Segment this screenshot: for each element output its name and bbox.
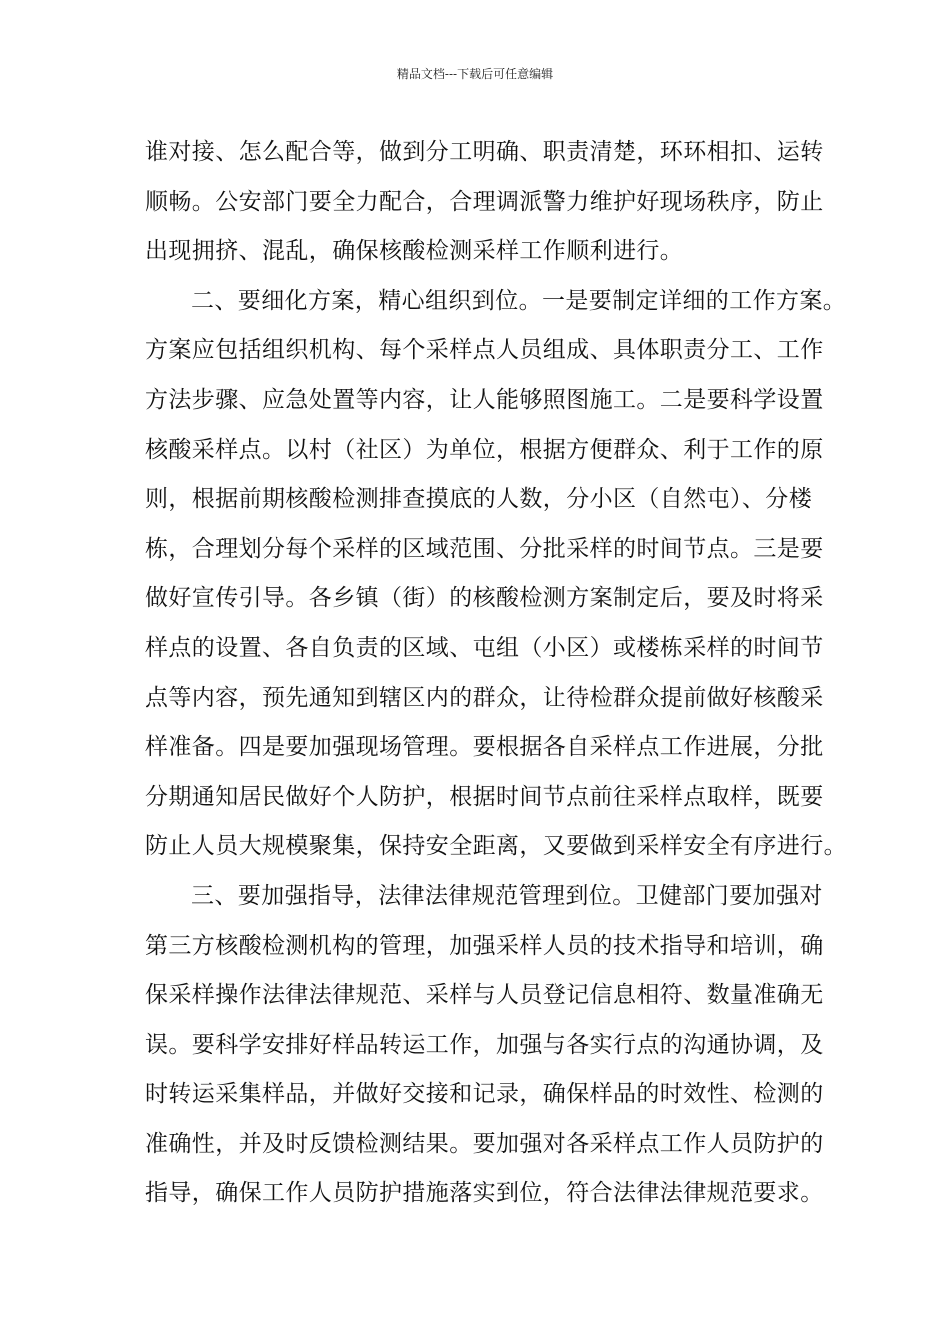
text-line: 指导，确保工作人员防护措施落实到位，符合法律法律规范要求。 — [145, 1180, 824, 1207]
text-line: 顺畅。公安部门要全力配合，合理调派警力维护好现场秩序，防止 — [145, 188, 824, 215]
text-line: 准确性，并及时反馈检测结果。要加强对各采样点工作人员防护的 — [145, 1130, 824, 1157]
text-line: 第三方核酸检测机构的管理，加强采样人员的技术指导和培训，确 — [145, 932, 824, 959]
text-line: 则，根据前期核酸检测排查摸底的人数，分小区（自然屯）、分楼 — [145, 486, 813, 513]
text-line: 误。要科学安排好样品转运工作，加强与各实行点的沟通协调，及 — [145, 1031, 824, 1058]
text-line: 样点的设置、各自负责的区域、屯组（小区）或楼栋采样的时间节 — [145, 634, 824, 661]
text-line: 方案应包括组织机构、每个采样点人员组成、具体职责分工、工作 — [145, 337, 824, 364]
text-line: 栋，合理划分每个采样的区域范围、分批采样的时间节点。三是要 — [145, 535, 824, 562]
text-line: 核酸采样点。以村（社区）为单位，根据方便群众、利于工作的原 — [145, 436, 824, 463]
text-line: 保采样操作法律法律规范、采样与人员登记信息相符、数量准确无 — [145, 982, 824, 1009]
section-heading-line: 二、要细化方案，精心组织到位。一是要制定详细的工作方案。 — [191, 287, 847, 314]
text-line: 方法步骤、应急处置等内容，让人能够照图施工。二是要科学设置 — [145, 386, 824, 413]
section-heading-line: 三、要加强指导，法律法律规范管理到位。卫健部门要加强对 — [191, 882, 823, 909]
text-line: 出现拥挤、混乱，确保核酸检测采样工作顺利进行。 — [145, 238, 684, 265]
document-body — [145, 128, 847, 1219]
text-line: 谁对接、怎么配合等，做到分工明确、职责清楚，环环相扣、运转 — [145, 139, 824, 165]
text-line: 时转运采集样品，并做好交接和记录，确保样品的时效性、检测的 — [145, 1081, 824, 1108]
text-line: 样准备。四是要加强现场管理。要根据各自采样点工作进展，分批 — [145, 734, 824, 761]
text-line: 点等内容，预先通知到辖区内的群众，让待检群众提前做好核酸采 — [145, 684, 824, 711]
text-line: 防止人员大规模聚集，保持安全距离，又要做到采样安全有序进行。 — [145, 833, 847, 860]
text-line: 做好宣传引导。各乡镇（街）的核酸检测方案制定后，要及时将采 — [145, 585, 824, 612]
text-line: 分期通知居民做好个人防护，根据时间节点前往采样点取样，既要 — [145, 783, 824, 810]
page-header: 精品文档---下载后可任意编辑 — [396, 67, 554, 81]
